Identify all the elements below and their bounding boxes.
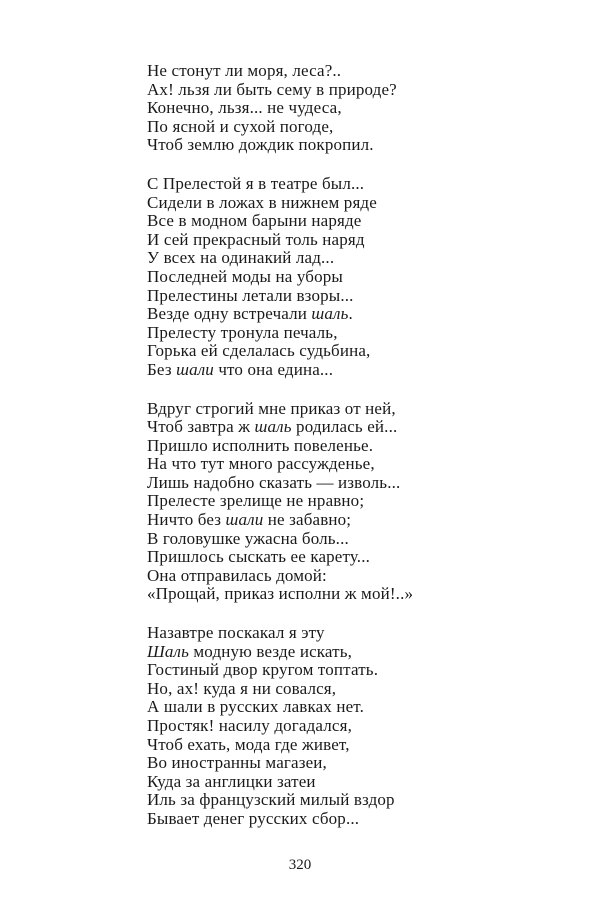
line-text: Ничто без: [147, 510, 226, 530]
poem-line: [147, 810, 567, 829]
line-text: У всех на одинакий лад...: [147, 248, 335, 268]
line-text: Не стонут ли моря, леса?..: [147, 61, 342, 80]
line-text: В головушке ужасна боль...: [147, 528, 349, 548]
poem-line: [147, 567, 567, 586]
line-text: Назавтре поскакал я эту: [147, 623, 325, 643]
poem-line: [147, 118, 567, 137]
line-text: Иль за французский милый вздор: [147, 790, 395, 810]
poem-line: [147, 175, 567, 194]
poem-line: [147, 791, 567, 810]
poem-line: [147, 136, 567, 155]
poem-line: [147, 624, 567, 643]
poem-line: [147, 455, 567, 474]
stanza: [147, 62, 567, 155]
poem-line: [147, 773, 567, 792]
poem-line: [147, 287, 567, 306]
poem-line: [147, 437, 567, 456]
line-text: Гостиный двор кругом топтать.: [147, 660, 379, 680]
poem-line: [147, 268, 567, 287]
poem-line: [147, 661, 567, 680]
italic-word: Шаль: [147, 641, 189, 661]
page-number: 320: [288, 857, 312, 873]
line-text: что она едина...: [213, 359, 334, 379]
line-text: Чтоб завтра ж: [147, 417, 255, 437]
line-text: модную везде искать,: [188, 641, 353, 661]
line-text: Горька ей сделалась судьбина,: [147, 341, 371, 361]
line-text: .: [348, 304, 353, 324]
poem-line: [147, 231, 567, 250]
line-text: родилась ей...: [291, 417, 398, 437]
line-text: «Прощай, приказ исполни ж мой!..»: [147, 584, 414, 604]
line-text: не забавно;: [263, 510, 352, 530]
poem-line: [147, 511, 567, 530]
poem-line: [147, 212, 567, 231]
stanza: [147, 175, 567, 380]
poem-line: [147, 717, 567, 736]
stanza: [147, 624, 567, 829]
poem-line: [147, 754, 567, 773]
line-text: Вдруг строгий мне приказ от ней,: [147, 398, 396, 418]
line-text: Все в модном барыни наряде: [147, 211, 362, 231]
line-text: Пришло исполнить повеленье.: [147, 435, 374, 455]
line-text: Бывает денег русских сбор...: [147, 808, 360, 828]
poem-line: [147, 81, 567, 100]
stanza: [147, 400, 567, 605]
poem-line: [147, 530, 567, 549]
line-text: Без: [147, 359, 177, 379]
line-text: Во иностранны магазеи,: [147, 753, 327, 773]
line-text: На что тут много рассужденье,: [147, 454, 375, 474]
line-text: И сей прекрасный толь наряд: [147, 229, 365, 249]
poem-text: [147, 62, 567, 849]
poem-line: [147, 698, 567, 717]
line-text: Ах! льзя ли быть сему в природе?: [147, 79, 397, 99]
poem-line: [147, 324, 567, 343]
poem-line: [147, 361, 567, 380]
italic-word: шаль: [254, 417, 292, 437]
line-text: Куда за англицки затеи: [147, 771, 316, 791]
line-text: Она отправилась домой:: [147, 565, 327, 585]
line-text: Прелестины летали взоры...: [147, 285, 354, 305]
line-text: Прелесте зрелище не нравно;: [147, 491, 365, 511]
line-text: Чтоб ехать, мода где живет,: [147, 734, 350, 754]
poem-line: [147, 585, 567, 604]
poem-line: [147, 194, 567, 213]
line-text: Чтоб землю дождик покропил.: [147, 135, 374, 155]
poem-line: [147, 418, 567, 437]
line-text: Лишь надобно сказать — изволь...: [147, 472, 401, 492]
poem-line: [147, 736, 567, 755]
poem-line: [147, 305, 567, 324]
poem-line: [147, 400, 567, 419]
poem-line: [147, 342, 567, 361]
poem-line: [147, 492, 567, 511]
line-text: Но, ах! куда я ни совался,: [147, 678, 337, 698]
line-text: Сидели в ложах в нижнем ряде: [147, 192, 377, 212]
poem-line: [147, 643, 567, 662]
italic-word: шаль: [311, 304, 349, 324]
italic-word: шали: [176, 359, 214, 379]
line-text: А шали в русских лавках нет.: [147, 697, 364, 717]
poem-line: [147, 62, 567, 81]
poem-line: [147, 548, 567, 567]
line-text: С Прелестой я в театре был...: [147, 173, 365, 193]
italic-word: шали: [225, 510, 264, 530]
line-text: Везде одну встречали: [147, 304, 312, 324]
line-text: Прелесту тронула печаль,: [147, 322, 338, 342]
poem-line: [147, 474, 567, 493]
poem-line: [147, 680, 567, 699]
line-text: По ясной и сухой погоде,: [147, 116, 334, 136]
line-text: Последней моды на уборы: [147, 266, 343, 286]
line-text: Пришлось сыскать ее карету...: [147, 547, 371, 567]
poem-line: [147, 99, 567, 118]
line-text: Простяк! насилу догадался,: [147, 716, 352, 735]
line-text: Конечно, льзя... не чудеса,: [147, 98, 342, 118]
poem-line: [147, 249, 567, 268]
